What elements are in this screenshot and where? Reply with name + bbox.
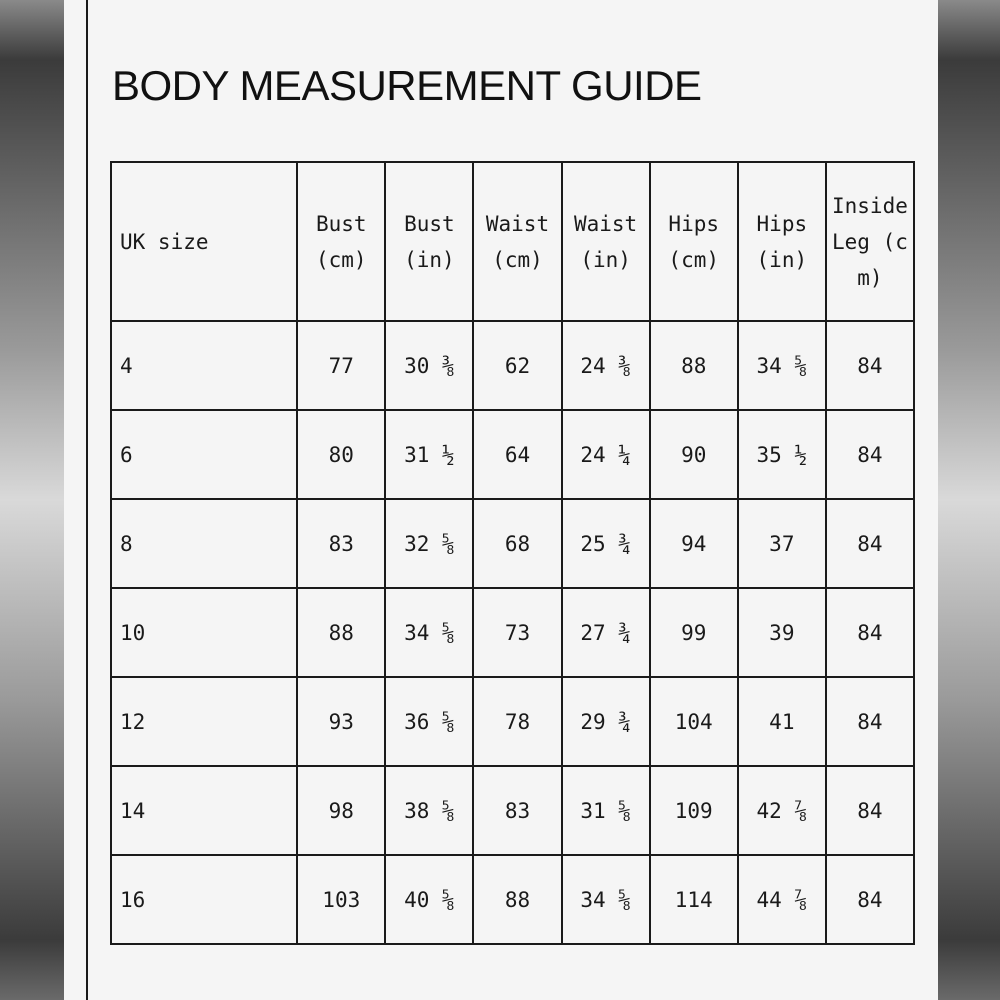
cell-waist-in: 24 ¼ — [562, 410, 650, 499]
cell-bust-cm: 88 — [297, 588, 385, 677]
cell-hips-in: 34 ⅝ — [738, 321, 826, 410]
cell-waist-in: 27 ¾ — [562, 588, 650, 677]
cell-waist-cm: 62 — [473, 321, 561, 410]
table-row — [111, 766, 914, 855]
cell-inside-leg-cm: 84 — [826, 499, 914, 588]
header-waist-cm: Waist (cm) — [473, 162, 561, 321]
cell-uk-size: 6 — [111, 410, 297, 499]
cell-bust-in: 36 ⅝ — [385, 677, 473, 766]
left-photo-edge — [0, 0, 64, 1000]
cell-hips-cm: 90 — [650, 410, 738, 499]
cell-bust-cm: 83 — [297, 499, 385, 588]
cell-hips-in: 44 ⅞ — [738, 855, 826, 944]
cell-waist-cm: 88 — [473, 855, 561, 944]
cell-uk-size: 4 — [111, 321, 297, 410]
cell-bust-in: 38 ⅝ — [385, 766, 473, 855]
header-bust-cm: Bust (cm) — [297, 162, 385, 321]
cell-bust-cm: 80 — [297, 410, 385, 499]
cell-bust-cm: 98 — [297, 766, 385, 855]
cell-hips-in: 39 — [738, 588, 826, 677]
cell-bust-cm: 77 — [297, 321, 385, 410]
cell-uk-size: 8 — [111, 499, 297, 588]
cell-waist-cm: 68 — [473, 499, 561, 588]
header-hips-cm: Hips (cm) — [650, 162, 738, 321]
cell-uk-size: 14 — [111, 766, 297, 855]
table-row — [111, 410, 914, 499]
table-row — [111, 499, 914, 588]
header-hips-in: Hips (in) — [738, 162, 826, 321]
cell-waist-cm: 73 — [473, 588, 561, 677]
cell-uk-size: 16 — [111, 855, 297, 944]
cell-hips-cm: 88 — [650, 321, 738, 410]
table-row — [111, 677, 914, 766]
cell-hips-cm: 114 — [650, 855, 738, 944]
cell-hips-in: 35 ½ — [738, 410, 826, 499]
cell-inside-leg-cm: 84 — [826, 321, 914, 410]
cell-waist-in: 25 ¾ — [562, 499, 650, 588]
cell-hips-cm: 99 — [650, 588, 738, 677]
page-title: BODY MEASUREMENT GUIDE — [112, 62, 702, 109]
header-bust-in: Bust (in) — [385, 162, 473, 321]
cell-bust-in: 31 ½ — [385, 410, 473, 499]
cell-inside-leg-cm: 84 — [826, 588, 914, 677]
cell-inside-leg-cm: 84 — [826, 677, 914, 766]
cell-inside-leg-cm: 84 — [826, 410, 914, 499]
measurement-table — [110, 161, 915, 945]
cell-uk-size: 10 — [111, 588, 297, 677]
margin-rule — [86, 0, 88, 1000]
cell-bust-cm: 93 — [297, 677, 385, 766]
cell-hips-in: 37 — [738, 499, 826, 588]
header-inside-leg-cm: Inside Leg (cm) — [826, 162, 914, 321]
cell-waist-in: 34 ⅝ — [562, 855, 650, 944]
cell-bust-in: 30 ⅜ — [385, 321, 473, 410]
table-row — [111, 588, 914, 677]
cell-waist-cm: 64 — [473, 410, 561, 499]
cell-bust-in: 40 ⅝ — [385, 855, 473, 944]
cell-waist-cm: 83 — [473, 766, 561, 855]
cell-inside-leg-cm: 84 — [826, 766, 914, 855]
table-row — [111, 855, 914, 944]
cell-waist-in: 24 ⅜ — [562, 321, 650, 410]
table-row — [111, 321, 914, 410]
cell-bust-in: 32 ⅝ — [385, 499, 473, 588]
cell-hips-cm: 109 — [650, 766, 738, 855]
header-row — [111, 162, 914, 321]
cell-bust-cm: 103 — [297, 855, 385, 944]
cell-hips-cm: 104 — [650, 677, 738, 766]
cell-uk-size: 12 — [111, 677, 297, 766]
cell-hips-in: 41 — [738, 677, 826, 766]
cell-hips-cm: 94 — [650, 499, 738, 588]
cell-inside-leg-cm: 84 — [826, 855, 914, 944]
cell-bust-in: 34 ⅝ — [385, 588, 473, 677]
header-waist-in: Waist (in) — [562, 162, 650, 321]
cell-waist-in: 31 ⅝ — [562, 766, 650, 855]
cell-waist-cm: 78 — [473, 677, 561, 766]
cell-hips-in: 42 ⅞ — [738, 766, 826, 855]
header-uk-size: UK size — [111, 162, 297, 321]
right-photo-edge — [938, 0, 1000, 1000]
cell-waist-in: 29 ¾ — [562, 677, 650, 766]
